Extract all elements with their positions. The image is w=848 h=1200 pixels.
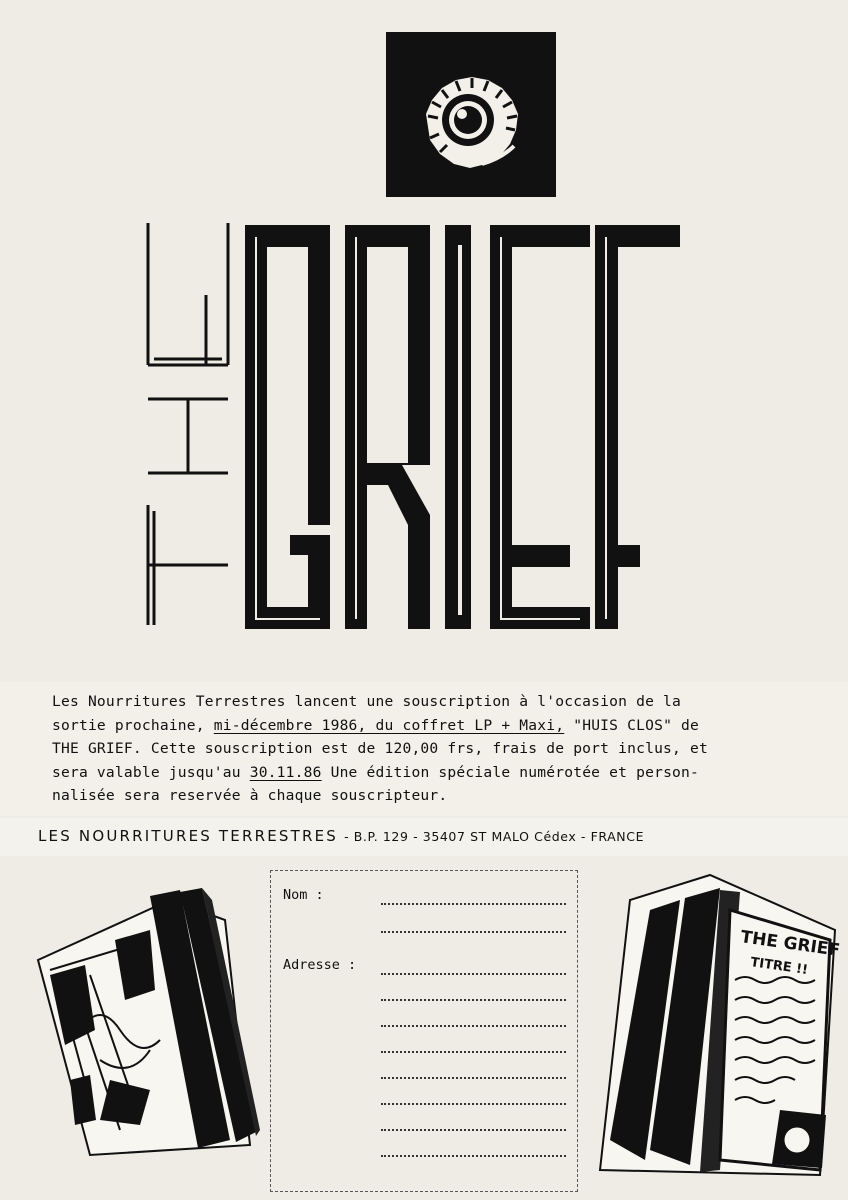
label-address (38, 827, 838, 845)
deadline-highlight: 30.11.86 (249, 763, 322, 781)
label-postal-details: - B.P. 129 - 35407 ST MALO Cédex - FRANCE (344, 829, 645, 844)
address-field-line-3[interactable] (381, 1023, 566, 1027)
band-title-artwork (140, 215, 700, 635)
intro-line-4a: sera valable jusqu'au (52, 763, 250, 781)
box-set-sketch-right (590, 870, 840, 1180)
subscription-form (270, 870, 578, 1192)
address-field-line-7[interactable] (381, 1127, 566, 1131)
eye-logo-icon (386, 32, 556, 197)
intro-line-2a: sortie prochaine, (52, 716, 214, 734)
intro-line-1: Les Nourritures Terrestres lancent une souscription à l'occasion de la (52, 693, 682, 710)
sketch-band-name: THE GRIEF (739, 927, 840, 961)
address-field-label: Adresse : (283, 957, 357, 973)
address-field-line-4[interactable] (381, 1049, 566, 1053)
intro-line-2b: "HUIS CLOS" de (564, 716, 700, 734)
name-field-label: Nom : (283, 887, 324, 903)
address-field-line-6[interactable] (381, 1101, 566, 1105)
box-set-sketch-left (30, 880, 260, 1160)
address-field-line-8[interactable] (381, 1153, 566, 1157)
release-date-highlight: mi-décembre 1986, du coffret LP + Maxi, (213, 716, 565, 734)
intro-line-3: THE GRIEF. Cette souscription est de 120,00 frs, frais de port inclus, et (52, 740, 708, 757)
name-field-line-2[interactable] (381, 929, 566, 933)
sketch-title-text: TITRE !! (749, 955, 809, 979)
label-name: LES NOURRITURES TERRESTRES (38, 827, 338, 845)
address-field-line-2[interactable] (381, 997, 566, 1001)
address-field-line-5[interactable] (381, 1075, 566, 1079)
title-the-glyphs (148, 223, 228, 625)
title-grief-glyphs (245, 225, 680, 629)
intro-line-4b: Une édition spéciale numérotée et person- (321, 763, 700, 781)
address-field-line-1[interactable] (381, 971, 566, 975)
intro-paragraph (52, 690, 812, 808)
intro-line-5: nalisée sera reservée à chaque souscripteur. (52, 787, 448, 804)
name-field-line-1[interactable] (381, 901, 566, 905)
